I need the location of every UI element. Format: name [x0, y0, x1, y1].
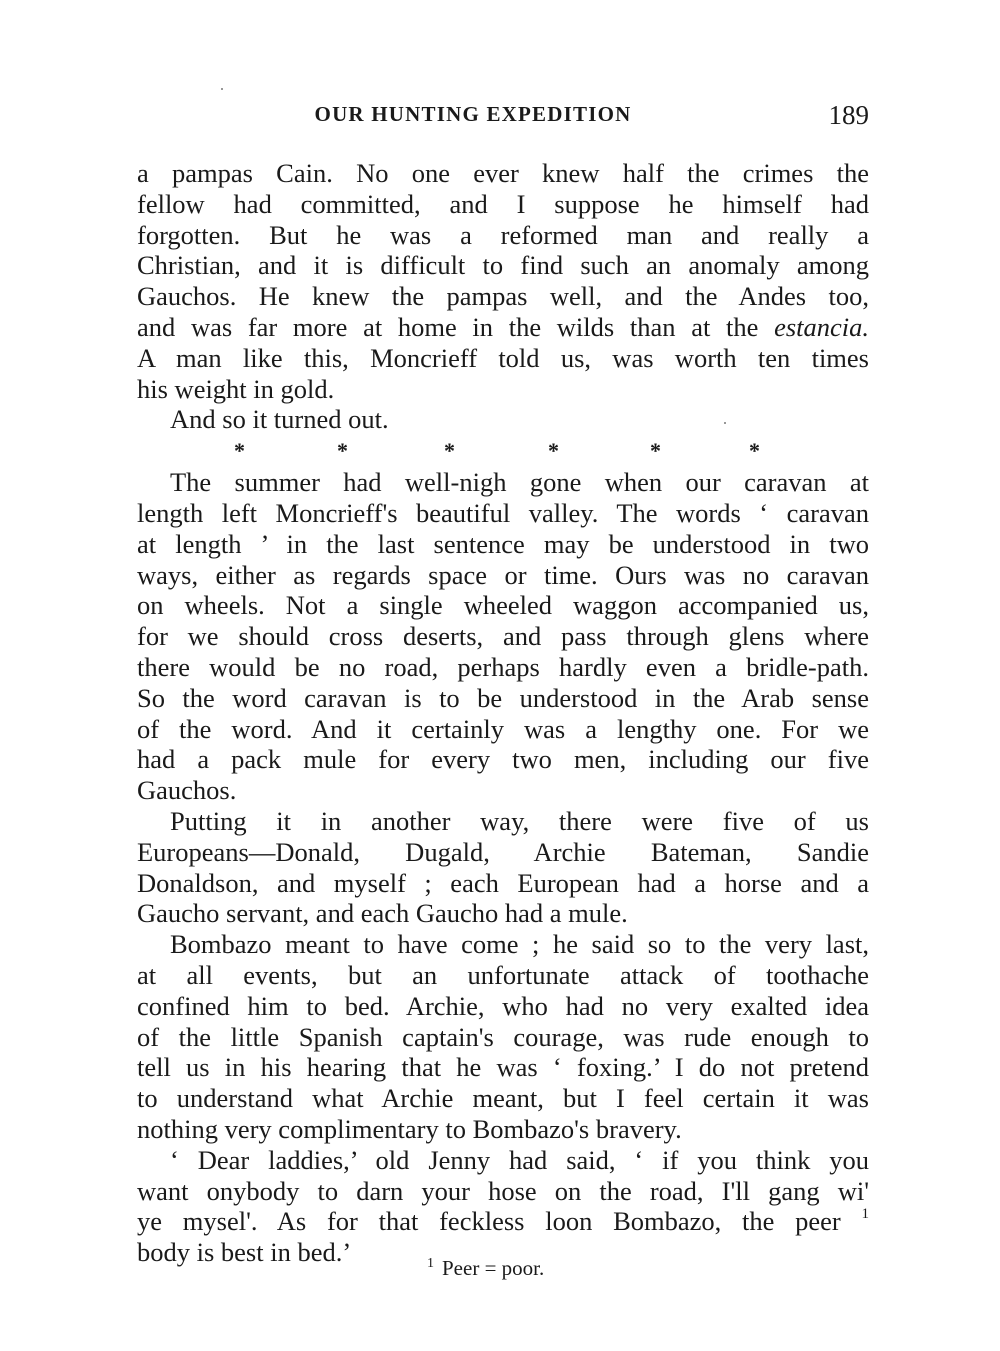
text-line: Gauchos. — [137, 775, 237, 806]
text-line: So the word caravan is to be understood in the Arab sense — [137, 682, 869, 713]
text-line: length left Moncrieff's beautiful valley. The words ‘ caravan — [137, 497, 869, 528]
text-line: want onybody to darn your hose on the road, I'll gang wi' — [137, 1175, 869, 1206]
text-line: Donaldson, and myself ; each European had a horse and a — [137, 867, 869, 898]
text-line: of the little Spanish captain's courage, was rude enough to — [137, 1021, 869, 1052]
text-line: And so it turned out. — [170, 404, 389, 435]
text-line: forgotten. But he was a reformed man and really a — [137, 219, 869, 250]
running-head-title: OUR HUNTING EXPEDITION — [314, 102, 632, 126]
text-line: Europeans—Donald, Dugald, Archie Bateman, Sandie — [137, 836, 869, 867]
footnote — [427, 1256, 544, 1281]
text-line — [137, 312, 869, 343]
footnote-text: Peer = poor. — [442, 1256, 545, 1280]
text-line: confined him to bed. Archie, who had no very exalted idea — [137, 990, 869, 1021]
text-line: had a pack mule for every two men, including our five — [137, 744, 869, 775]
text-line: to understand what Archie meant, but I feel certain it was — [137, 1083, 869, 1114]
running-head — [137, 100, 869, 130]
footnote-reference: 1 — [861, 1206, 870, 1223]
body-text — [137, 158, 869, 1268]
text-line: for we should cross deserts, and pass through glens where — [137, 621, 869, 652]
section-break-star: * — [444, 438, 455, 464]
text-line: body is best in bed.’ — [137, 1237, 352, 1268]
section-break-star: * — [337, 438, 348, 464]
text-line: nothing very complimentary to Bombazo's bravery. — [137, 1113, 682, 1144]
text-line: of the word. And it certainly was a lengthy one. For we — [137, 713, 869, 744]
text-line: A man like this, Moncrieff told us, was worth ten times — [137, 342, 869, 373]
text-line: at length ’ in the last sentence may be understood in two — [137, 528, 869, 559]
text-line: Bombazo meant to have come ; he said so to the very last, — [170, 929, 869, 960]
footnote-mark: 1 — [427, 1256, 434, 1271]
page-number: 189 — [828, 100, 869, 130]
text-line: Gaucho servant, and each Gaucho had a mule. — [137, 898, 628, 929]
text-line: at all events, but an unfortunate attack of toothache — [137, 959, 869, 990]
section-break — [137, 435, 869, 467]
section-break-star: * — [548, 438, 559, 464]
section-break-star: * — [234, 438, 245, 464]
text-line: tell us in his hearing that he was ‘ foxing.’ I do not pretend — [137, 1052, 869, 1083]
text-line: Christian, and it is difficult to find such an anomaly among — [137, 250, 869, 281]
text-line: his weight in gold. — [137, 373, 335, 404]
text-line — [137, 1206, 869, 1237]
text-line: fellow had committed, and I suppose he himself had — [137, 188, 869, 219]
text-line: a pampas Cain. No one ever knew half the crimes the — [137, 158, 869, 188]
text-line: Gauchos. He knew the pampas well, and the Andes too, — [137, 281, 869, 312]
text-line: on wheels. Not a single wheeled waggon accompanied us, — [137, 590, 869, 621]
section-break-star: * — [749, 438, 760, 464]
section-break-star: * — [650, 438, 661, 464]
text-line-part: and was far more at home in the wilds than at the — [137, 311, 759, 342]
text-line: The summer had well-nigh gone when our caravan at — [170, 467, 869, 498]
book-page — [137, 0, 869, 1351]
text-line-part: ye mysel'. As for that feckless loon Bombazo, the peer — [137, 1206, 841, 1237]
text-line: Putting it in another way, there were five of us — [170, 805, 869, 836]
italic-word: estancia. — [774, 311, 869, 342]
text-line: there would be no road, perhaps hardly even a bridle-path. — [137, 651, 869, 682]
text-line: ways, either as regards space or time. Ours was no caravan — [137, 559, 869, 590]
text-line: ‘ Dear laddies,’ old Jenny had said, ‘ if you think you — [170, 1144, 869, 1175]
page-speck — [221, 88, 223, 90]
page-speck — [724, 422, 726, 424]
